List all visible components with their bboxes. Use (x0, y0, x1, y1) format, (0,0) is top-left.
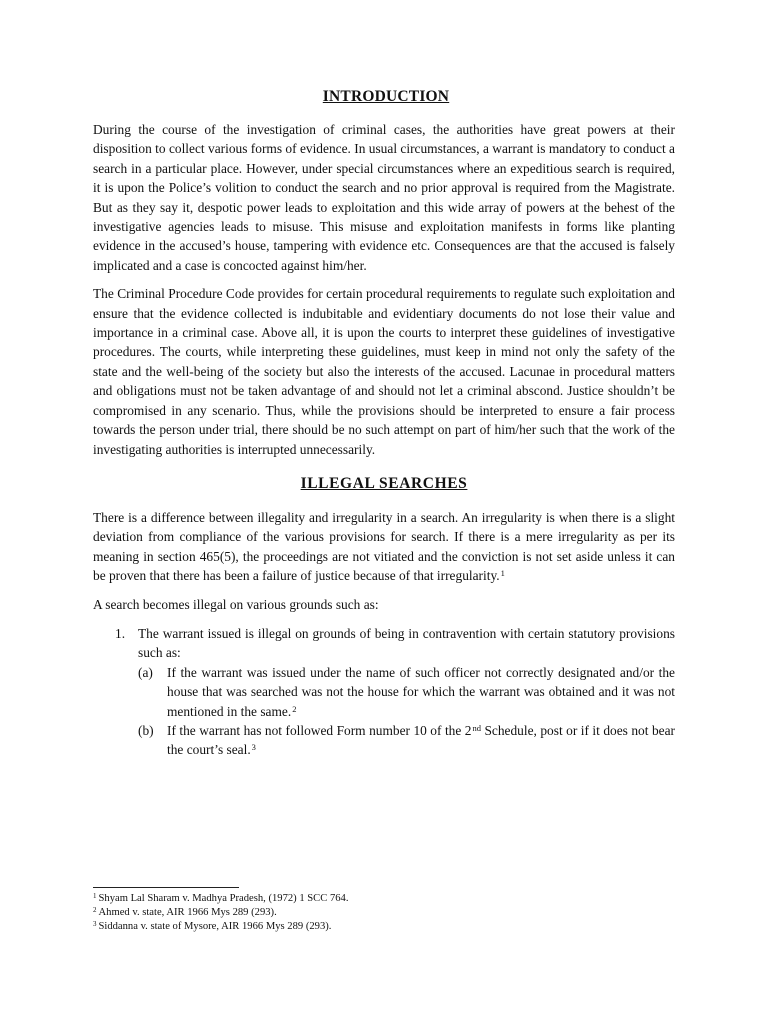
footnote-ref-3: 3 (251, 742, 256, 753)
list-item (93, 624, 675, 760)
page-body (93, 86, 675, 760)
list-item-number: 1. (115, 625, 126, 641)
footnote-ref-2: 2 (292, 703, 297, 714)
sub-item-text: If the warrant was issued under the name of such officer not correctly designated and/or the house that was searched was not the house for which the warrant was obtained and it was not mentioned in the same. (167, 664, 675, 719)
footnote-separator (93, 887, 239, 888)
sub-item-text-cont: Schedule, post or if it does not bear the court’s seal. (167, 722, 675, 758)
footnote-number: 1 (93, 892, 97, 900)
sub-list (138, 663, 675, 760)
footnote-text: Siddanna v. state of Mysore, AIR 1966 Mys 289 (293). (98, 921, 332, 932)
illegal-paragraph-1 (93, 508, 675, 586)
list-item-text: The warrant issued is illegal on grounds of being in contravention with certain statutory provisions such as: (138, 625, 675, 661)
sub-list-item-a (138, 663, 675, 721)
footnote-2 (93, 906, 675, 920)
footnote-3 (93, 920, 675, 934)
footnote-1 (93, 892, 675, 906)
grounds-list (93, 624, 675, 760)
sub-item-text: If the warrant has not followed Form number 10 of the 2 (167, 722, 472, 738)
footnote-ref-1: 1 (500, 568, 505, 579)
intro-paragraph-1: During the course of the investigation of criminal cases, the authorities have great powers at their disposition to collect various forms of evidence. In usual circumstances, a warrant is mandatory to conduct a search in a particular place. However, under special circumstances where an expeditious search is required, it is upon the Police’s volition to conduct the search and no prior approval is required from the Magistrate. But as they say it, despotic power leads to exploitation and this wide array of powers at the behest of the investigative agencies leads to misuse. This misuse and exploitation manifests in forms like planting evidence in the accused’s house, tampering with evidence etc. Consequences are that the accused is falsely implicated and a case is concocted against him/her. (93, 122, 675, 273)
illegal-paragraph-2: A search becomes illegal on various grounds such as: (93, 596, 379, 612)
sub-list-item-b (138, 721, 675, 760)
heading-illegal-searches: ILLEGAL SEARCHES (300, 474, 468, 492)
illegal-paragraph-1-text: There is a difference between illegality and irregularity in a search. An irregularity is when there is a slight deviation from compliance of the various provisions for search. If there is a mere irregularity as per its meaning in section 465(5), the proceedings are not vitiated and the conviction is not set aside unless it can be proven that there has been a failure of justice because of that irregularity. (93, 509, 675, 584)
sub-item-label: (b) (138, 722, 154, 738)
footnote-number: 3 (93, 920, 97, 928)
footnotes (93, 892, 675, 934)
sub-item-label: (a) (138, 664, 153, 680)
footnote-number: 2 (93, 906, 97, 914)
intro-paragraph-2: The Criminal Procedure Code provides for certain procedural requirements to regulate such exploitation and ensure that the evidence collected is indubitable and evidentiary documents do not lose their value and importance in a criminal case. Above all, it is upon the courts to interpret these guidelines of investigative procedures. The courts, while interpreting these guidelines, must keep in mind not only the safety of the state and the well-being of the society but also the interests of the accused. Lacunae in procedural matters and obligations must not be taken advantage of and should not let a criminal abscond. Justice shouldn’t be compromised in any scenario. Thus, while the provisions should be interpreted to ensure a fair process towards the person under trial, there should be no such attempt on part of him/her such that the work of the investigating authorities is interrupted unnecessarily. (93, 286, 675, 457)
footnote-text: Shyam Lal Sharam v. Madhya Pradesh, (1972) 1 SCC 764. (98, 893, 349, 904)
footnote-text: Ahmed v. state, AIR 1966 Mys 289 (293). (98, 907, 277, 918)
ordinal-suffix: nd (472, 722, 481, 733)
heading-introduction: INTRODUCTION (322, 88, 450, 105)
